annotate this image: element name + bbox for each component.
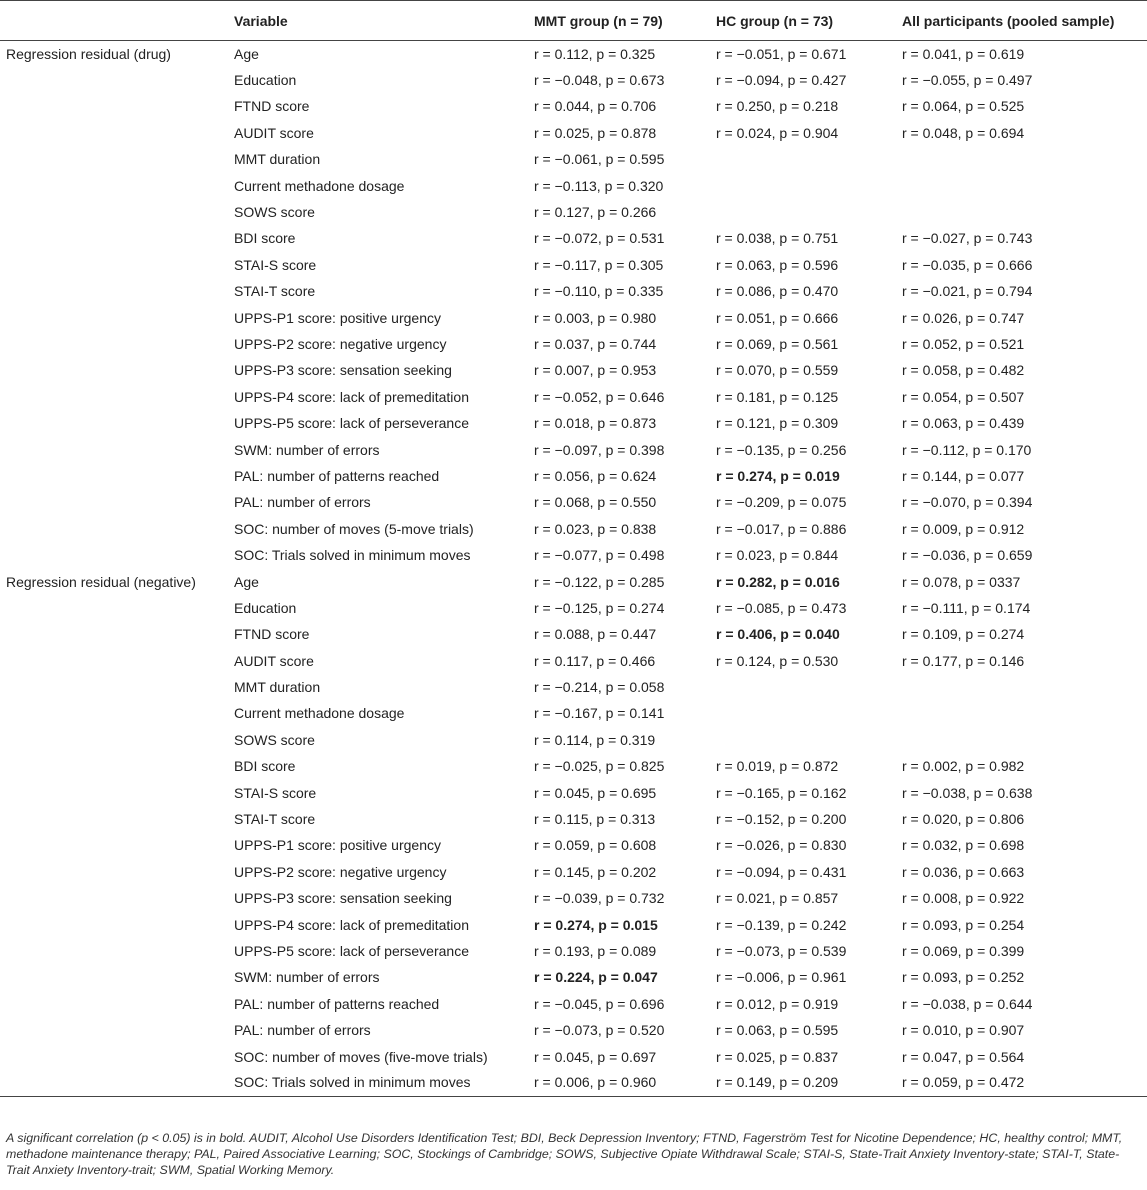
variable-cell: SOC: Trials solved in minimum moves <box>228 1070 528 1096</box>
all-participants-cell: r = −0.036, p = 0.659 <box>902 547 1033 564</box>
group-label <box>0 146 228 172</box>
hc-cell: r = 0.023, p = 0.844 <box>716 547 839 564</box>
variable-cell: UPPS-P5 score: lack of perseverance <box>234 415 469 432</box>
mmt-cell: r = 0.045, p = 0.697 <box>534 1048 657 1065</box>
group-label <box>0 832 228 858</box>
hc-cell: r = −0.085, p = 0.473 <box>716 599 847 616</box>
group-label <box>0 436 228 462</box>
table-row <box>0 410 1147 436</box>
group-label <box>0 1017 228 1043</box>
table-row <box>0 621 1147 647</box>
hc-cell: r = 0.024, p = 0.904 <box>716 124 839 141</box>
all-participants-cell: r = 0.069, p = 0.399 <box>902 942 1025 959</box>
all-participants-cell: r = 0.047, p = 0.564 <box>902 1048 1025 1065</box>
mmt-cell: r = 0.114, p = 0.319 <box>534 731 656 748</box>
variable-cell: UPPS-P1 score: positive urgency <box>234 837 441 854</box>
table-row <box>0 436 1147 462</box>
group-label <box>0 331 228 357</box>
group-label <box>0 357 228 383</box>
mmt-cell: r = −0.110, p = 0.335 <box>534 283 664 300</box>
variable-cell: FTND score <box>234 626 310 643</box>
variable-cell: UPPS-P1 score: positive urgency <box>234 309 441 326</box>
hc-cell: r = 0.282, p = 0.016 <box>716 573 840 590</box>
variable-cell: STAI-T score <box>234 811 316 828</box>
table-row <box>0 1017 1147 1043</box>
table-footnote: A significant correlation (p < 0.05) is in bold. AUDIT, Alcohol Use Disorders Identification Test; BDI, Beck Depression Inventory; FTND, Fagerström Test for Nicotine Dependence; HC, healthy control; MMT, methadone maintenance therapy; PAL, Paired Associative Learning; SOC, Stockings of Cambridge; SOWS, Subjective Opiate Withdrawal Scale; STAI-S, State-Trait Anxiety Inventory-state; STAI-T, State-Trait Anxiety Inventory-trait; SWM, Spatial Working Memory. <box>6 1131 1123 1177</box>
all-participants-cell: r = 0.009, p = 0.912 <box>902 520 1025 537</box>
variable-cell: UPPS-P3 score: sensation seeking <box>234 362 452 379</box>
group-label <box>0 384 228 410</box>
all-participants-cell: r = −0.055, p = 0.497 <box>902 72 1033 89</box>
group-label <box>0 674 228 700</box>
table-row <box>0 384 1147 410</box>
table-row <box>0 753 1147 779</box>
variable-cell: SOWS score <box>234 731 315 748</box>
hc-cell: r = −0.006, p = 0.961 <box>716 969 847 986</box>
table-row <box>0 938 1147 964</box>
group-label <box>0 621 228 647</box>
group-label: Regression residual (drug) <box>6 45 171 62</box>
all-participants-cell <box>896 700 1147 726</box>
table-row <box>0 516 1147 542</box>
mmt-cell: r = 0.068, p = 0.550 <box>534 494 657 511</box>
variable-cell: PAL: number of errors <box>234 494 371 511</box>
table-row <box>0 647 1147 673</box>
header-variable: Variable <box>228 1 528 41</box>
table-row <box>0 304 1147 330</box>
group-label <box>0 964 228 990</box>
table-row <box>0 806 1147 832</box>
hc-cell: r = −0.051, p = 0.671 <box>716 45 847 62</box>
group-label <box>0 199 228 225</box>
mmt-cell: r = −0.097, p = 0.398 <box>534 441 665 458</box>
variable-cell: SWM: number of errors <box>234 441 380 458</box>
hc-cell: r = 0.069, p = 0.561 <box>716 335 839 352</box>
table-row <box>0 67 1147 93</box>
hc-cell: r = 0.274, p = 0.019 <box>716 467 840 484</box>
variable-cell: FTND score <box>234 98 310 115</box>
group-label <box>0 67 228 93</box>
group-label <box>0 463 228 489</box>
variable-cell: UPPS-P3 score: sensation seeking <box>234 890 452 907</box>
group-label <box>0 93 228 119</box>
mmt-cell: r = 0.112, p = 0.325 <box>534 45 656 62</box>
group-label <box>0 304 228 330</box>
variable-cell: MMT duration <box>234 679 321 696</box>
table-row <box>0 1070 1147 1096</box>
hc-cell: r = 0.021, p = 0.857 <box>716 890 839 907</box>
hc-cell: r = 0.063, p = 0.595 <box>716 1022 839 1039</box>
mmt-cell: r = 0.045, p = 0.695 <box>534 784 657 801</box>
group-label <box>0 938 228 964</box>
all-participants-cell: r = −0.038, p = 0.644 <box>902 995 1033 1012</box>
all-participants-cell: r = 0.064, p = 0.525 <box>902 98 1025 115</box>
group-label <box>0 225 228 251</box>
table-row <box>0 463 1147 489</box>
mmt-cell: r = −0.077, p = 0.498 <box>534 547 665 564</box>
all-participants-cell: r = 0.026, p = 0.747 <box>902 309 1025 326</box>
header-row <box>0 1 1147 41</box>
hc-cell: r = 0.051, p = 0.666 <box>716 309 839 326</box>
variable-cell: SOC: number of moves (5-move trials) <box>234 520 474 537</box>
header-mmt-group: MMT group (n = 79) <box>528 1 710 41</box>
all-participants-cell: r = −0.112, p = 0.170 <box>902 441 1032 458</box>
mmt-cell: r = −0.125, p = 0.274 <box>534 599 665 616</box>
hc-cell <box>710 700 896 726</box>
table-row <box>0 331 1147 357</box>
all-participants-cell: r = 0.048, p = 0.694 <box>902 124 1025 141</box>
hc-cell: r = 0.038, p = 0.751 <box>716 230 839 247</box>
mmt-cell: r = 0.056, p = 0.624 <box>534 467 657 484</box>
table-row <box>0 41 1147 67</box>
hc-cell <box>710 674 896 700</box>
table-row <box>0 727 1147 753</box>
all-participants-cell: r = 0.041, p = 0.619 <box>902 45 1025 62</box>
group-label: Regression residual (negative) <box>6 573 196 590</box>
variable-cell: STAI-S score <box>234 256 317 273</box>
hc-cell: r = 0.012, p = 0.919 <box>716 995 839 1012</box>
all-participants-cell: r = 0.078, p = 0337 <box>902 573 1021 590</box>
table-row <box>0 225 1147 251</box>
mmt-cell: r = 0.023, p = 0.838 <box>534 520 657 537</box>
hc-cell: r = −0.139, p = 0.242 <box>716 916 847 933</box>
all-participants-cell: r = 0.054, p = 0.507 <box>902 388 1025 405</box>
hc-cell: r = 0.070, p = 0.559 <box>716 362 839 379</box>
mmt-cell: r = −0.073, p = 0.520 <box>534 1022 665 1039</box>
table-row <box>0 120 1147 146</box>
variable-cell: AUDIT score <box>234 124 314 141</box>
hc-cell: r = 0.181, p = 0.125 <box>716 388 839 405</box>
group-label <box>0 700 228 726</box>
hc-cell: r = 0.121, p = 0.309 <box>716 415 839 432</box>
mmt-cell: r = −0.025, p = 0.825 <box>534 758 665 775</box>
mmt-cell: r = −0.113, p = 0.320 <box>534 177 664 194</box>
variable-cell: Education <box>234 599 297 616</box>
mmt-cell: r = −0.045, p = 0.696 <box>534 995 665 1012</box>
variable-cell: MMT duration <box>234 151 321 168</box>
variable-cell: PAL: number of errors <box>234 1022 371 1039</box>
all-participants-cell: r = 0.008, p = 0.922 <box>902 890 1025 907</box>
group-label <box>0 753 228 779</box>
group-label <box>0 252 228 278</box>
table-row <box>0 568 1147 594</box>
mmt-cell: r = −0.214, p = 0.058 <box>534 679 665 696</box>
header-group <box>0 1 228 41</box>
table-row <box>0 595 1147 621</box>
table-row <box>0 885 1147 911</box>
mmt-cell: r = 0.117, p = 0.466 <box>534 652 656 669</box>
variable-cell: Current methadone dosage <box>234 705 405 722</box>
table-row <box>0 93 1147 119</box>
variable-cell: SWM: number of errors <box>234 969 380 986</box>
hc-cell: r = −0.135, p = 0.256 <box>716 441 847 458</box>
table-row <box>0 199 1147 225</box>
mmt-cell: r = 0.088, p = 0.447 <box>534 626 657 643</box>
group-label <box>0 859 228 885</box>
all-participants-cell: r = 0.059, p = 0.472 <box>896 1070 1147 1096</box>
table-row <box>0 832 1147 858</box>
mmt-cell: r = 0.018, p = 0.873 <box>534 415 657 432</box>
variable-cell: Age <box>234 45 259 62</box>
variable-cell: SOC: Trials solved in minimum moves <box>234 547 471 564</box>
all-participants-cell: r = 0.052, p = 0.521 <box>902 335 1025 352</box>
mmt-cell: r = −0.072, p = 0.531 <box>534 230 665 247</box>
all-participants-cell: r = 0.032, p = 0.698 <box>902 837 1025 854</box>
hc-cell: r = −0.073, p = 0.539 <box>716 942 847 959</box>
hc-cell: r = 0.019, p = 0.872 <box>716 758 839 775</box>
variable-cell: BDI score <box>234 230 296 247</box>
table-header <box>0 1 1147 41</box>
mmt-cell: r = −0.122, p = 0.285 <box>534 573 665 590</box>
hc-cell: r = 0.406, p = 0.040 <box>716 626 840 643</box>
table-body <box>0 41 1147 1097</box>
table-row <box>0 700 1147 726</box>
all-participants-cell: r = 0.036, p = 0.663 <box>902 863 1025 880</box>
mmt-cell: r = 0.127, p = 0.266 <box>534 204 657 221</box>
variable-cell: UPPS-P2 score: negative urgency <box>234 335 447 352</box>
mmt-cell: r = 0.193, p = 0.089 <box>534 942 657 959</box>
mmt-cell: r = 0.115, p = 0.313 <box>534 811 656 828</box>
mmt-cell: r = 0.025, p = 0.878 <box>534 124 657 141</box>
header-hc-group: HC group (n = 73) <box>710 1 896 41</box>
mmt-cell: r = 0.224, p = 0.047 <box>534 969 658 986</box>
table-row <box>0 779 1147 805</box>
group-label <box>0 278 228 304</box>
hc-cell: r = 0.124, p = 0.530 <box>716 652 839 669</box>
header-all-participants: All participants (pooled sample) <box>896 1 1147 41</box>
group-label <box>0 172 228 198</box>
variable-cell: Education <box>234 72 297 89</box>
all-participants-cell: r = 0.093, p = 0.252 <box>902 969 1025 986</box>
hc-cell: r = −0.209, p = 0.075 <box>716 494 847 511</box>
group-label <box>0 1070 228 1096</box>
variable-cell: BDI score <box>234 758 296 775</box>
hc-cell: r = 0.149, p = 0.209 <box>710 1070 896 1096</box>
mmt-cell: r = −0.048, p = 0.673 <box>534 72 665 89</box>
mmt-cell: r = −0.167, p = 0.141 <box>534 705 665 722</box>
variable-cell: AUDIT score <box>234 652 314 669</box>
group-label <box>0 647 228 673</box>
table-row <box>0 252 1147 278</box>
group-label <box>0 516 228 542</box>
table-row <box>0 964 1147 990</box>
mmt-cell: r = −0.039, p = 0.732 <box>534 890 665 907</box>
variable-cell: Current methadone dosage <box>234 177 405 194</box>
all-participants-cell <box>896 172 1147 198</box>
group-label <box>0 542 228 568</box>
mmt-cell: r = 0.003, p = 0.980 <box>534 309 657 326</box>
group-label <box>0 489 228 515</box>
hc-cell: r = −0.026, p = 0.830 <box>716 837 847 854</box>
group-label <box>0 1043 228 1069</box>
mmt-cell: r = 0.059, p = 0.608 <box>534 837 657 854</box>
table-row <box>0 489 1147 515</box>
hc-cell: r = 0.025, p = 0.837 <box>716 1048 839 1065</box>
hc-cell: r = −0.165, p = 0.162 <box>716 784 847 801</box>
group-label <box>0 806 228 832</box>
mmt-cell: r = −0.052, p = 0.646 <box>534 388 665 405</box>
variable-cell: UPPS-P4 score: lack of premeditation <box>234 388 469 405</box>
all-participants-cell: r = −0.027, p = 0.743 <box>902 230 1033 247</box>
group-label <box>0 410 228 436</box>
group-label <box>0 595 228 621</box>
mmt-cell: r = 0.145, p = 0.202 <box>534 863 657 880</box>
variable-cell: UPPS-P5 score: lack of perseverance <box>234 942 469 959</box>
hc-cell: r = 0.250, p = 0.218 <box>716 98 839 115</box>
variable-cell: Age <box>234 573 259 590</box>
all-participants-cell <box>896 146 1147 172</box>
hc-cell: r = 0.086, p = 0.470 <box>716 283 839 300</box>
variable-cell: STAI-S score <box>234 784 317 801</box>
all-participants-cell: r = 0.144, p = 0.077 <box>902 467 1025 484</box>
hc-cell <box>710 727 896 753</box>
group-label <box>0 779 228 805</box>
all-participants-cell: r = 0.058, p = 0.482 <box>902 362 1025 379</box>
mmt-cell: r = −0.117, p = 0.305 <box>534 256 664 273</box>
variable-cell: STAI-T score <box>234 283 316 300</box>
mmt-cell: r = 0.037, p = 0.744 <box>534 335 657 352</box>
hc-cell: r = −0.094, p = 0.431 <box>716 863 847 880</box>
variable-cell: UPPS-P4 score: lack of premeditation <box>234 916 469 933</box>
hc-cell: r = −0.017, p = 0.886 <box>716 520 847 537</box>
mmt-cell: r = 0.007, p = 0.953 <box>534 362 657 379</box>
table-row <box>0 674 1147 700</box>
all-participants-cell <box>896 674 1147 700</box>
variable-cell: PAL: number of patterns reached <box>234 995 440 1012</box>
all-participants-cell: r = −0.021, p = 0.794 <box>902 283 1033 300</box>
all-participants-cell: r = −0.070, p = 0.394 <box>902 494 1033 511</box>
hc-cell: r = −0.094, p = 0.427 <box>716 72 847 89</box>
hc-cell: r = 0.063, p = 0.596 <box>716 256 839 273</box>
all-participants-cell: r = 0.002, p = 0.982 <box>902 758 1025 775</box>
all-participants-cell: r = 0.063, p = 0.439 <box>902 415 1025 432</box>
all-participants-cell: r = 0.020, p = 0.806 <box>902 811 1025 828</box>
table-row <box>0 542 1147 568</box>
all-participants-cell: r = 0.177, p = 0.146 <box>902 652 1025 669</box>
hc-cell: r = −0.152, p = 0.200 <box>716 811 847 828</box>
variable-cell: UPPS-P2 score: negative urgency <box>234 863 447 880</box>
group-label <box>0 727 228 753</box>
hc-cell <box>710 199 896 225</box>
all-participants-cell <box>896 727 1147 753</box>
group-label <box>0 991 228 1017</box>
hc-cell <box>710 172 896 198</box>
mmt-cell: r = 0.044, p = 0.706 <box>534 98 657 115</box>
table-row <box>0 278 1147 304</box>
group-label <box>0 885 228 911</box>
hc-cell <box>710 146 896 172</box>
group-label <box>0 120 228 146</box>
table-row <box>0 859 1147 885</box>
variable-cell: SOWS score <box>234 204 315 221</box>
table-row <box>0 911 1147 937</box>
table-row <box>0 991 1147 1017</box>
mmt-cell: r = 0.274, p = 0.015 <box>534 916 658 933</box>
all-participants-cell: r = 0.109, p = 0.274 <box>902 626 1025 643</box>
all-participants-cell: r = −0.035, p = 0.666 <box>902 256 1033 273</box>
group-label <box>0 911 228 937</box>
variable-cell: SOC: number of moves (five-move trials) <box>234 1048 488 1065</box>
table-row <box>0 357 1147 383</box>
all-participants-cell: r = −0.111, p = 0.174 <box>902 599 1031 616</box>
table-row <box>0 1043 1147 1069</box>
table-row <box>0 146 1147 172</box>
all-participants-cell: r = 0.093, p = 0.254 <box>902 916 1025 933</box>
mmt-cell: r = −0.061, p = 0.595 <box>534 151 665 168</box>
mmt-cell: r = 0.006, p = 0.960 <box>528 1070 710 1096</box>
all-participants-cell: r = −0.038, p = 0.638 <box>902 784 1033 801</box>
all-participants-cell: r = 0.010, p = 0.907 <box>902 1022 1025 1039</box>
variable-cell: PAL: number of patterns reached <box>234 467 440 484</box>
table-row <box>0 172 1147 198</box>
all-participants-cell <box>896 199 1147 225</box>
